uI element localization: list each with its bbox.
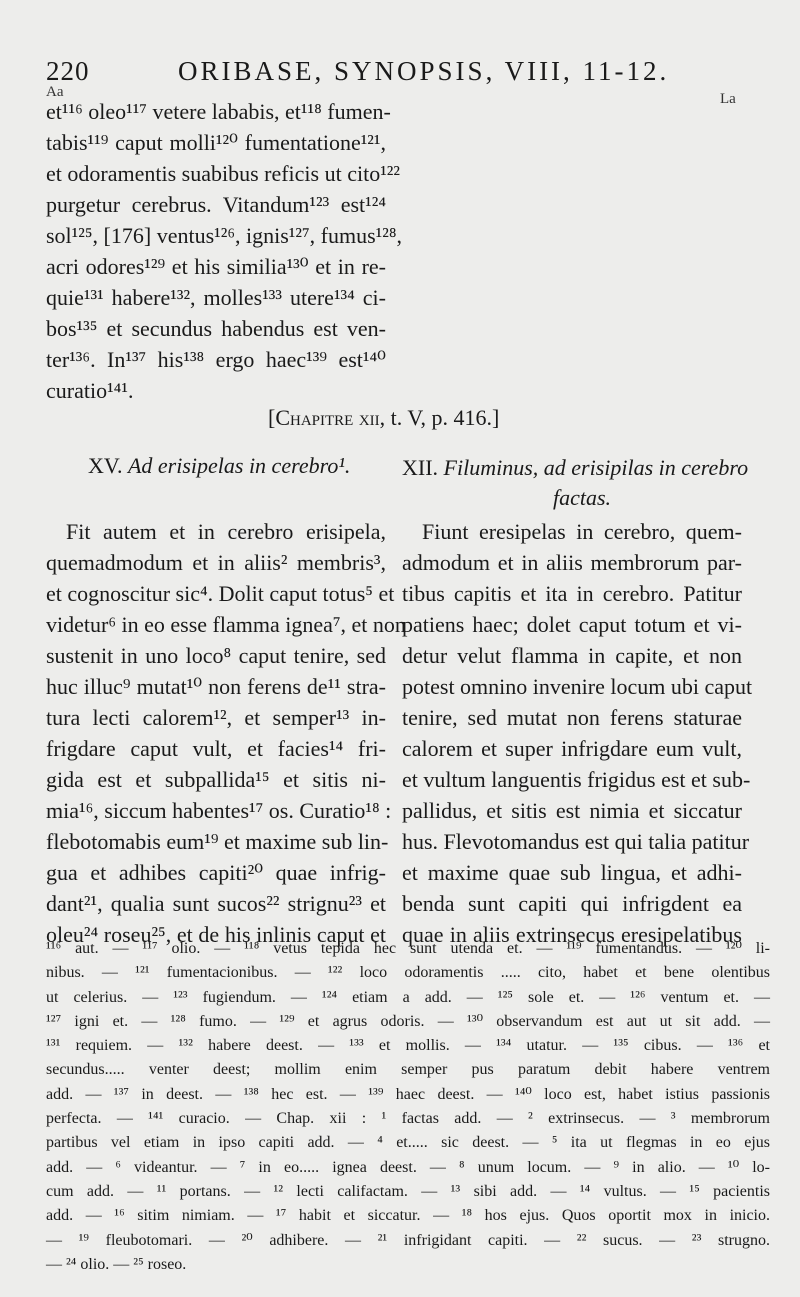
footnote-line: add. — ¹³⁷ in deest. — ¹³⁸ hec est. — ¹³⁹ haec deest. — ¹⁴⁰ loco est, habet istius passionis: [46, 1085, 770, 1103]
text-line: benda sunt capiti qui infrigdent ea: [402, 891, 742, 916]
text-line: huc illuc⁹ mutat¹⁰ non ferens de¹¹ stra-: [46, 674, 386, 699]
text-line: ter¹³⁶. In¹³⁷ his¹³⁸ ergo haec¹³⁹ est¹⁴⁰: [46, 347, 386, 372]
footnote-line: partibus vel etiam in ipso capiti add. — ⁴ et..... sic deest. — ⁵ ita ut flegmas in eo ejus: [46, 1134, 770, 1152]
footnote-line: ¹²⁷ igni et. — ¹²⁸ fumo. — ¹²⁹ et agrus odoris. — ¹³⁰ observandum est aut ut sit add. —: [46, 1012, 770, 1030]
right-section-title: Filuminus, ad erisipilas in cerebro: [443, 455, 749, 480]
text-line: calorem et super infrigdare eum vult,: [402, 736, 742, 761]
text-line: Fiunt eresipelas in cerebro, quem-: [422, 519, 742, 544]
siglum-right: La: [720, 91, 736, 107]
text-line: flebotomabis eum¹⁹ et maxime sub lin-: [46, 829, 389, 854]
siglum-left: Aa: [46, 84, 64, 100]
text-line: tenire, sed mutat non ferens staturae: [402, 705, 742, 730]
text-line: potest omnino invenire locum ubi caput: [402, 674, 753, 699]
text-line: quae in aliis extrinsecus eresipelatibus: [402, 922, 742, 947]
right-section-title-cont: factas.: [552, 485, 612, 510]
text-line: patiens haec; dolet caput totum et vi-: [402, 612, 742, 637]
text-line: tura lecti calorem¹², et semper¹³ in-: [46, 705, 386, 730]
text-line: acri odores¹²⁹ et his similia¹³⁰ et in re-: [46, 254, 386, 279]
text-line: tibus capitis et ita in cerebro. Patitur: [402, 581, 742, 606]
footnote-line: nibus. — ¹²¹ fumentacionibus. — ¹²² loco odoramentis ..... cito, habet et bene olentibus: [46, 964, 770, 982]
footnote-line: — ¹⁹ fleubotomari. — ²⁰ adhibere. — ²¹ infrigidant capiti. — ²² sucus. — ²³ strugno.: [46, 1231, 770, 1249]
chapter-heading: [268, 405, 499, 431]
text-line: et cognoscitur sic⁴. Dolit caput totus⁵ et: [46, 581, 395, 606]
text-line: Fit autem et in cerebro erisipela,: [66, 519, 386, 544]
text-line: curatio¹⁴¹.: [46, 378, 134, 403]
footnote-line: ¹¹⁶ aut. — ¹¹⁷ olio. — ¹¹⁸ vetus tepida hec sunt utenda et. — ¹¹⁹ fumentandus. — ¹²⁰ li-: [46, 940, 770, 957]
text-line: mia¹⁶, siccum habentes¹⁷ os. Curatio¹⁸ :: [46, 798, 392, 823]
text-line: oleu²⁴ roseu²⁵, et de his inlinis caput et: [46, 922, 386, 947]
footnote-line: ¹³¹ requiem. — ¹³² habere deest. — ¹³³ et mollis. — ¹³⁴ utatur. — ¹³⁵ cibus. — ¹³⁶ et: [46, 1037, 770, 1055]
text-line: detur velut flamma in capite, et non: [402, 643, 742, 668]
page-number: 220: [46, 56, 90, 86]
text-line: et maxime quae sub lingua, et adhi-: [402, 860, 742, 885]
left-section-heading: [88, 453, 350, 479]
footnote-line: ut celerius. — ¹²³ fugiendum. — ¹²⁴ etiam a add. — ¹²⁵ sole et. — ¹²⁶ ventum et. —: [46, 988, 770, 1006]
text-line: pallidus, et sitis est nimia et siccatur: [402, 798, 742, 823]
text-line: hus. Flevotomandus est qui talia patitur: [402, 829, 750, 854]
right-column-text: [402, 516, 753, 950]
footnote-line: add. — ⁶ videantur. — ⁷ in eo..... ignea deest. — ⁸ unum locum. — ⁹ in alio. — ¹⁰ lo-: [46, 1158, 770, 1176]
footnote-line: cum add. — ¹¹ portans. — ¹² lecti califactam. — ¹³ sibi add. — ¹⁴ vultus. — ¹⁵ pacientis: [46, 1182, 770, 1200]
running-head: [46, 56, 746, 90]
right-section-number: XII.: [402, 455, 439, 480]
text-line: et odoramentis suabibus reficis ut cito¹²²: [46, 161, 400, 186]
text-line: gida est et subpallida¹⁵ et sitis ni-: [46, 767, 386, 792]
footnotes: [46, 937, 770, 1277]
left-section-number: XV.: [88, 453, 123, 478]
text-line: purgetur cerebrus. Vitandum¹²³ est¹²⁴: [46, 192, 386, 217]
text-line: quemadmodum et in aliis² membris³,: [46, 550, 386, 575]
text-line: tabis¹¹⁹ caput molli¹²⁰ fumentatione¹²¹,: [46, 130, 386, 155]
left-section-title: Ad erisipelas in cerebro¹.: [127, 453, 351, 478]
running-title: ORIBASE, SYNOPSIS, VIII, 11-12.: [178, 56, 670, 86]
text-line: et¹¹⁶ oleo¹¹⁷ vetere lababis, et¹¹⁸ fumen-: [46, 99, 391, 124]
text-line: quie¹³¹ habere¹³², molles¹³³ utere¹³⁴ ci-: [46, 285, 386, 310]
text-line: bos¹³⁵ et secundus habendus est ven-: [46, 316, 386, 341]
footnote-line: perfecta. — ¹⁴¹ curacio. — Chap. xii : ¹ factas add. — ² extrinsecus. — ³ membrorum: [46, 1110, 770, 1128]
text-line: sol¹²⁵, [176] ventus¹²⁶, ignis¹²⁷, fumus¹²⁸,: [46, 223, 402, 248]
chapter-reference: , t. V, p. 416.]: [379, 405, 500, 430]
text-line: dant²¹, qualia sunt sucos²² strignu²³ et: [46, 891, 386, 916]
footnote-line: secundus..... venter deest; mollim enim semper pus paratum debit habere ventrem: [46, 1061, 770, 1079]
text-line: admodum et in aliis membrorum par-: [402, 550, 742, 575]
text-line: frigdare caput vult, et facies¹⁴ fri-: [46, 736, 386, 761]
text-line: videtur⁶ in eo esse flamma ignea⁷, et non: [46, 612, 406, 637]
chapter-label: Chapitre xii: [275, 405, 380, 430]
text-line: sustenit in uno loco⁸ caput tenire, sed: [46, 643, 386, 668]
left-column-text: [46, 516, 406, 950]
top-text-block: [46, 96, 402, 406]
text-line: gua et adhibes capiti²⁰ quae infrig-: [46, 860, 386, 885]
footnote-line: — ²⁴ olio. — ²⁵ roseo.: [46, 1255, 187, 1273]
text-line: et vultum languentis frigidus est et sub-: [402, 767, 751, 792]
right-section-heading: [402, 453, 762, 513]
chapter-bracket: [: [268, 405, 276, 430]
footnote-line: add. — ¹⁶ sitim nimiam. — ¹⁷ habit et siccatur. — ¹⁸ hos ejus. Quos oportit mox in inicio.: [46, 1207, 770, 1225]
